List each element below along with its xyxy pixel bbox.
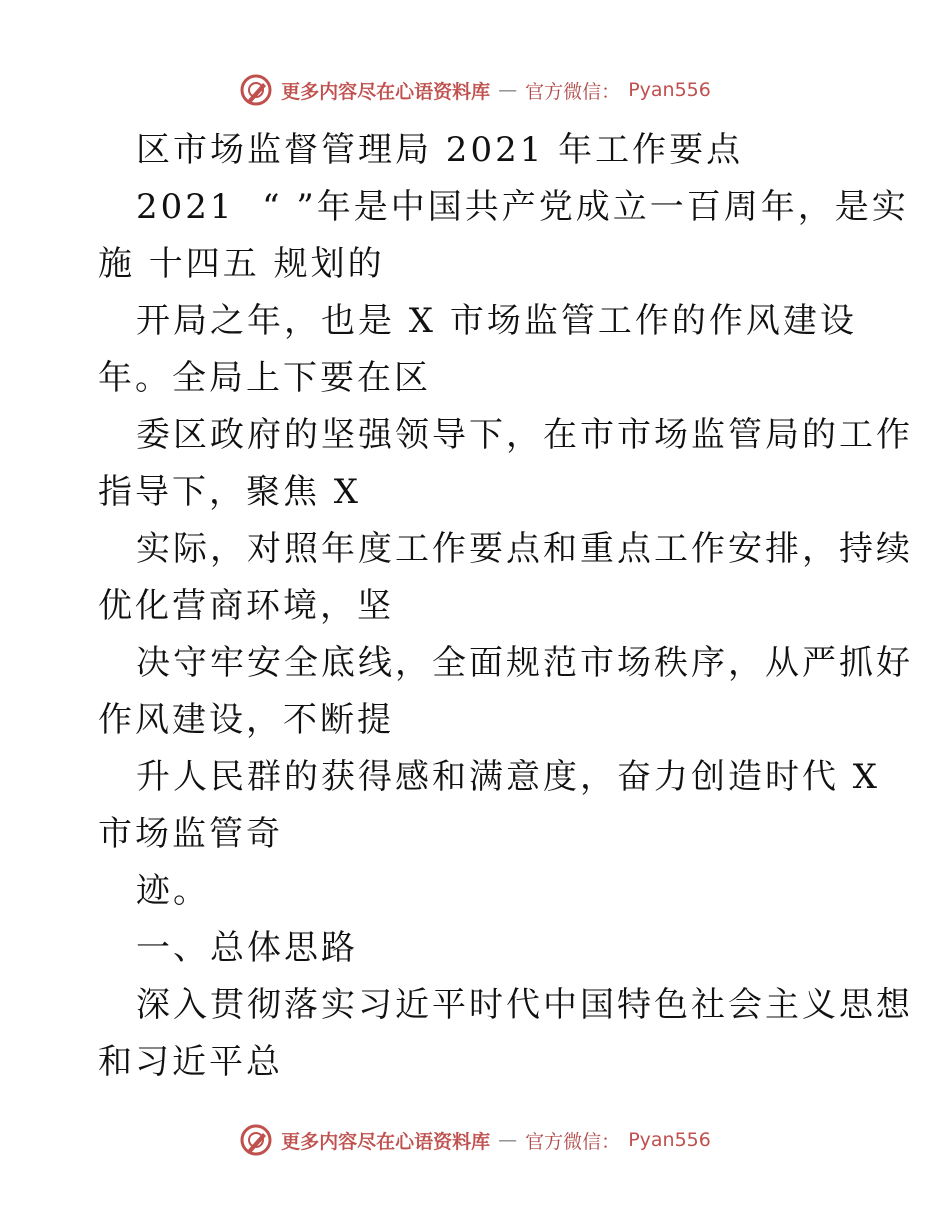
pen-logo-icon xyxy=(239,73,273,107)
watermark-dash: — xyxy=(498,1129,518,1151)
pen-logo-icon xyxy=(239,1123,273,1157)
watermark-main-text: 更多内容尽在心语资料库 xyxy=(281,80,491,103)
text-line: 2021 “ ”年是中国共产党成立一百周年，是实 xyxy=(136,187,909,227)
watermark-footer xyxy=(0,1120,950,1160)
text-line: 作风建设，不断提 xyxy=(98,700,394,740)
text-line: 深入贯彻落实习近平时代中国特色社会主义思想 xyxy=(136,985,913,1025)
watermark-wechat-id: Pyan556 xyxy=(628,1129,711,1151)
text-line: 优化营商环境，坚 xyxy=(98,586,394,626)
text-line: 和习近平总 xyxy=(98,1042,283,1082)
text-line: 指导下，聚焦 X xyxy=(98,472,362,512)
watermark-header xyxy=(0,70,950,110)
watermark-sub-text: 官方微信： xyxy=(525,1130,621,1153)
watermark-dash: — xyxy=(498,79,518,101)
document-title: 区市场监督管理局 2021 年工作要点 xyxy=(136,130,744,170)
text-line: 市场监管奇 xyxy=(98,814,283,854)
text-line: 迹。 xyxy=(136,871,210,911)
section-heading: 一、总体思路 xyxy=(136,928,358,968)
text-line: 升人民群的获得感和满意度，奋力创造时代 X xyxy=(136,757,881,797)
text-line: 实际，对照年度工作要点和重点工作安排，持续 xyxy=(136,529,913,569)
watermark-sub-text: 官方微信： xyxy=(525,80,621,103)
text-line: 开局之年，也是 X 市场监管工作的作风建设 xyxy=(136,301,857,341)
watermark-main-text: 更多内容尽在心语资料库 xyxy=(281,1130,491,1153)
text-line: 施 十四五 规划的 xyxy=(98,244,385,284)
text-line: 决守牢安全底线，全面规范市场秩序，从严抓好 xyxy=(136,643,913,683)
text-line: 年。全局上下要在区 xyxy=(98,358,431,398)
watermark-wechat-id: Pyan556 xyxy=(628,79,711,101)
text-line: 委区政府的坚强领导下，在市市场监管局的工作 xyxy=(136,415,913,455)
